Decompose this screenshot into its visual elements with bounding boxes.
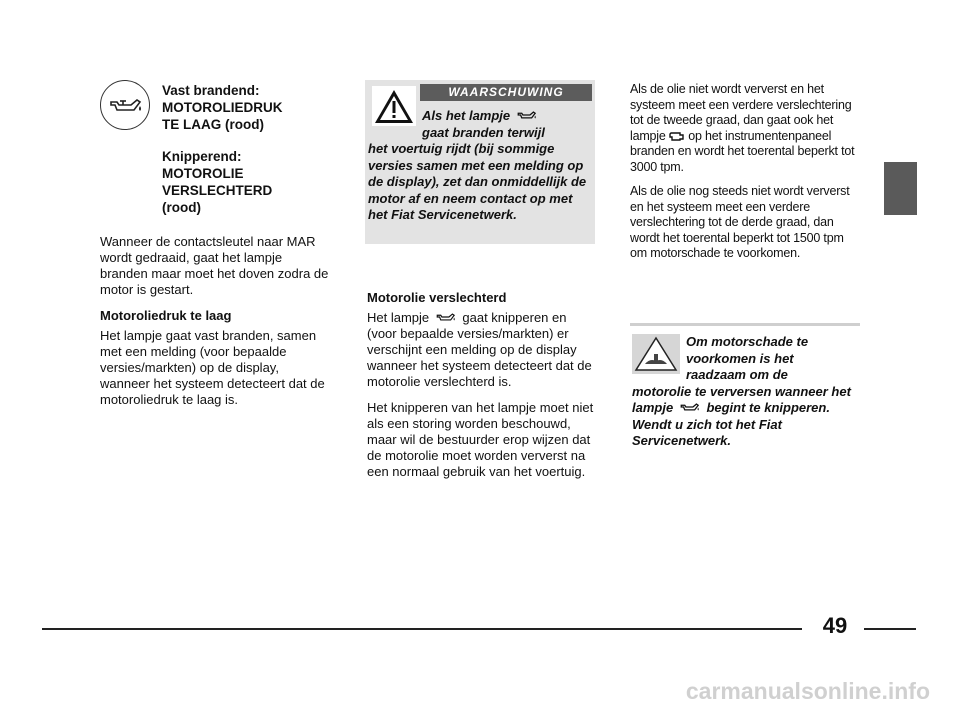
left-paragraph-2: Het lampje gaat vast branden, samen met een melding (voor bepaalde versies/markten) op de display, wanneer het systeem detecteert dat de motoroliedruk te laag is.: [100, 328, 325, 407]
note-rest-b: begint te knipperen. Wendt u zich tot het Fiat Servicenetwerk.: [632, 400, 830, 448]
oil-can-icon: [677, 400, 703, 414]
low-oil-pressure-heading: Motoroliedruk te laag: [100, 308, 232, 323]
note-line-1: Om motorschade te: [686, 334, 809, 349]
note-line-2: voorkomen is het: [686, 350, 794, 366]
right-paragraph-2: Als de olie nog steeds niet wordt ververst en het systeem meet een verdere verslechtering tot de derde graad, dan wordt het toerental beperkt tot 1500 tpm om motorschade te voorkomen.: [630, 184, 850, 260]
steady-color: (rood): [225, 117, 264, 132]
oil-pressure-icon-circle: [100, 80, 150, 130]
blink-title-2: VERSLECHTERD: [162, 183, 273, 198]
steady-title-row: [162, 116, 332, 133]
oil-can-icon: [109, 93, 143, 117]
oil-can-icon: [433, 310, 459, 324]
warning-text: [368, 108, 590, 224]
blink-title-1: MOTOROLIE: [162, 166, 244, 181]
middle-paragraph-1-b: gaat knipperen en (voor bepaalde versies/markten) er verschijnt een melding op de display wanneer het systeem detecteert dat de motorolie verslechterd is.: [367, 310, 592, 389]
warning-rest: het voertuig rijdt (bij sommige versies samen met een melding op de display), zet dan onmiddellijk de motor af en neem contact op met het Fiat Servicenetwerk.: [368, 141, 587, 222]
left-paragraph-1: Wanneer de contactsleutel naar MAR wordt gedraaid, gaat het lampje branden maar moet het doven zodra de motor is gestart.: [100, 234, 329, 297]
note-rest-a: motorolie te verversen wanneer het lampje: [632, 383, 851, 415]
footer-rule-right: [864, 628, 916, 630]
warning-title: WAARSCHUWING: [420, 84, 592, 101]
warning-line-2: gaat branden terwijl: [422, 124, 545, 140]
warning-line-1-row: [368, 108, 590, 125]
right-paragraph-1: [630, 82, 860, 175]
engine-icon: [669, 130, 685, 142]
middle-paragraph-1-a: Het lampje: [367, 310, 430, 325]
note-divider: [630, 323, 860, 326]
left-column-text: [100, 234, 330, 418]
steady-title-2: TE LAAG: [162, 117, 222, 132]
steady-indicator-label: [162, 82, 332, 133]
middle-paragraph-2: Het knipperen van het lampje moet niet als een storing worden beschouwd, maar wil de bestuurder erop wijzen dat de motorolie moet worden ververst na een normaal gebruik van het voertuig.: [367, 400, 594, 479]
middle-paragraph-1: [367, 310, 599, 390]
steady-title-1: MOTOROLIEDRUK: [162, 100, 283, 115]
right-paragraph-1-b: op het instrumentenpaneel branden en wordt het toerental beperkt tot 3000 tpm.: [630, 128, 855, 174]
page-number: 49: [822, 613, 848, 638]
blink-label: Knipperend:: [162, 149, 242, 164]
steady-label: Vast brandend:: [162, 83, 260, 98]
watermark: carmanualsonline.info: [685, 678, 930, 704]
note-text: [632, 334, 860, 450]
footer-rule-left: [42, 628, 802, 630]
right-paragraph-1-a: Als de olie niet wordt ververst en het systeem meet een verdere verslechtering tot de tweede graad, dan gaat ook het lampje: [630, 82, 852, 143]
middle-column-text: [367, 290, 599, 490]
oil-degraded-heading: Motorolie verslechterd: [367, 290, 507, 305]
oil-can-icon: [514, 108, 540, 122]
blink-color: (rood): [162, 200, 201, 215]
warning-line-1: Als het lampje: [422, 108, 511, 123]
section-tab: [884, 162, 917, 215]
note-line-3: raadzaam om de: [686, 367, 788, 382]
right-column-text: [630, 82, 860, 271]
blinking-indicator-label: [162, 148, 332, 216]
